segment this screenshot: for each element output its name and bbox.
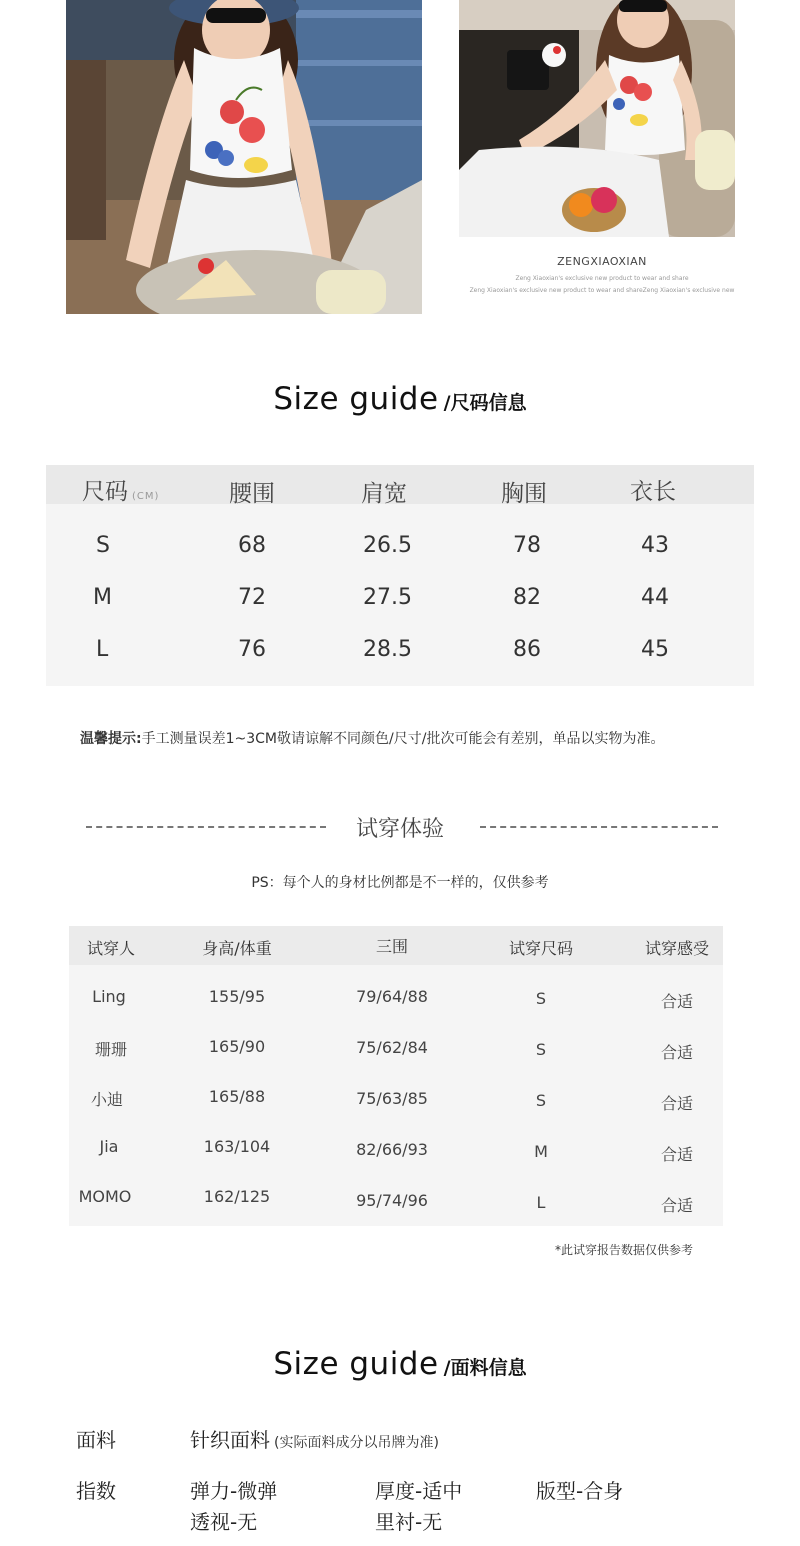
measurements-cell: 79/64/88 bbox=[356, 987, 428, 1006]
tried-size-cell: S bbox=[535, 1040, 547, 1059]
header-measurements: 三围 bbox=[375, 937, 409, 956]
brand-subline-1: Zeng Xiaoxian's exclusive new product to wear and share bbox=[515, 275, 689, 282]
tester-cell: 小迪 bbox=[90, 1090, 124, 1109]
size-table bbox=[46, 465, 754, 686]
measurement-tip bbox=[80, 728, 664, 748]
waist-cell: 76 bbox=[238, 637, 266, 662]
tester-cell: MOMO bbox=[78, 1187, 132, 1206]
brand-subline-2: Zeng Xiaoxian's exclusive new product to wear and shareZeng Xiaoxian's exclusive new bbox=[469, 287, 735, 294]
sheer-value: 透视-无 bbox=[190, 1510, 258, 1534]
fabric-label: 面料 bbox=[76, 1428, 116, 1452]
try-on-ps-note: PS：每个人的身材比例都是不一样的，仅供参考 bbox=[251, 875, 549, 891]
header-size-label: 尺码 bbox=[82, 479, 128, 505]
header-shoulder: 肩宽 bbox=[361, 481, 407, 507]
header-tried-size: 试穿尺码 bbox=[508, 939, 574, 958]
fit-feeling-cell: 合适 bbox=[660, 992, 694, 1011]
size-cell: M bbox=[93, 585, 112, 610]
size-guide-title bbox=[0, 381, 800, 417]
product-photo-right bbox=[459, 0, 735, 237]
dashed-divider-right bbox=[480, 826, 718, 828]
measurements-cell: 82/66/93 bbox=[356, 1140, 428, 1159]
tried-size-cell: S bbox=[535, 1091, 547, 1110]
header-bust: 胸围 bbox=[501, 481, 547, 507]
fabric-value bbox=[190, 1424, 439, 1453]
length-cell: 45 bbox=[641, 637, 669, 662]
lining-value: 里衬-无 bbox=[375, 1510, 443, 1534]
measurements-cell: 75/62/84 bbox=[356, 1038, 428, 1057]
shoulder-cell: 27.5 bbox=[363, 585, 412, 610]
tried-size-cell: M bbox=[534, 1142, 548, 1161]
height-weight-cell: 163/104 bbox=[203, 1137, 271, 1156]
tester-cell: Ling bbox=[92, 987, 126, 1006]
thickness-value: 厚度-适中 bbox=[375, 1479, 463, 1503]
try-on-title: 试穿体验 bbox=[355, 817, 444, 842]
fabric-guide-title bbox=[0, 1346, 800, 1382]
measurements-cell: 95/74/96 bbox=[356, 1191, 428, 1210]
waist-cell: 68 bbox=[238, 533, 266, 558]
bust-cell: 82 bbox=[513, 585, 541, 610]
fabric-note: (实际面料成分以吊牌为准) bbox=[274, 1435, 439, 1451]
header-length: 衣长 bbox=[630, 479, 676, 505]
tried-size-cell: L bbox=[536, 1193, 546, 1212]
height-weight-cell: 165/90 bbox=[208, 1037, 266, 1056]
tried-size-cell: S bbox=[535, 989, 547, 1008]
fabric-value-text: 针织面料 bbox=[190, 1428, 270, 1452]
elasticity-value: 弹力-微弹 bbox=[190, 1479, 278, 1503]
header-unit: (CM) bbox=[132, 491, 160, 502]
shoulder-cell: 26.5 bbox=[363, 533, 412, 558]
bust-cell: 86 bbox=[513, 637, 541, 662]
tip-text: 手工测量误差1~3CM敬请谅解不同颜色/尺寸/批次可能会有差别，单品以实物为准。 bbox=[141, 731, 665, 747]
tester-cell: Jia bbox=[99, 1137, 119, 1156]
brand-name: ZENGXIAOXIAN bbox=[557, 255, 647, 268]
waist-cell: 72 bbox=[238, 585, 266, 610]
header-fit-feeling: 试穿感受 bbox=[644, 939, 710, 958]
try-on-footnote: *此试穿报告数据仅供参考 bbox=[555, 1243, 694, 1257]
fit-value: 版型-合身 bbox=[536, 1479, 624, 1503]
measurements-cell: 75/63/85 bbox=[356, 1089, 428, 1108]
tip-label: 温馨提示: bbox=[80, 731, 142, 747]
fabric-guide-heading: Size guide bbox=[273, 1346, 439, 1382]
fit-feeling-cell: 合适 bbox=[660, 1094, 694, 1113]
tester-cell: 珊珊 bbox=[94, 1040, 128, 1059]
header-waist: 腰围 bbox=[229, 481, 275, 507]
bust-cell: 78 bbox=[513, 533, 541, 558]
header-tester: 试穿人 bbox=[86, 939, 136, 958]
header-height-weight: 身高/体重 bbox=[202, 939, 272, 958]
height-weight-cell: 165/88 bbox=[208, 1087, 266, 1106]
length-cell: 43 bbox=[641, 533, 669, 558]
height-weight-cell: 155/95 bbox=[208, 987, 266, 1006]
try-on-table bbox=[69, 926, 723, 1226]
size-guide-subheading: /尺码信息 bbox=[443, 392, 527, 414]
fit-feeling-cell: 合适 bbox=[660, 1196, 694, 1215]
product-photo-left bbox=[66, 0, 422, 314]
size-cell: S bbox=[96, 533, 110, 558]
shoulder-cell: 28.5 bbox=[363, 637, 412, 662]
fit-feeling-cell: 合适 bbox=[660, 1043, 694, 1062]
height-weight-cell: 162/125 bbox=[203, 1187, 271, 1206]
length-cell: 44 bbox=[641, 585, 669, 610]
try-on-heading bbox=[0, 812, 800, 842]
size-cell: L bbox=[96, 637, 109, 662]
fit-feeling-cell: 合适 bbox=[660, 1145, 694, 1164]
fabric-guide-subheading: /面料信息 bbox=[443, 1357, 527, 1379]
index-label: 指数 bbox=[76, 1479, 116, 1503]
size-guide-heading: Size guide bbox=[273, 381, 439, 417]
header-size bbox=[82, 473, 159, 506]
